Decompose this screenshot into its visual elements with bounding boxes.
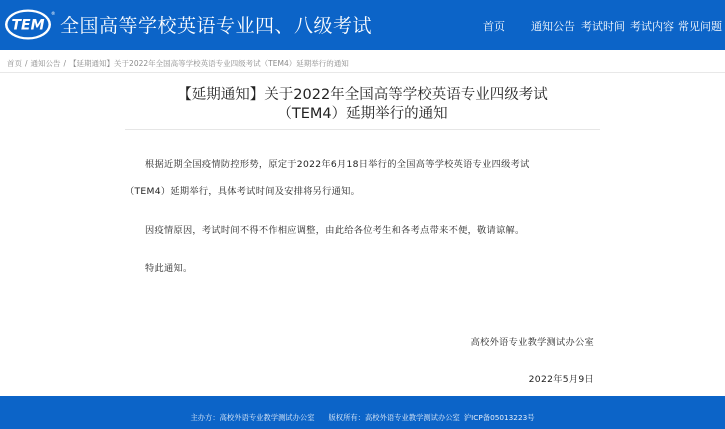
tem-logo-icon[interactable] bbox=[4, 8, 54, 41]
svg-text:TEM: TEM bbox=[11, 17, 45, 34]
site-title[interactable]: 全国高等学校英语专业四、八级考试 bbox=[60, 15, 373, 37]
breadcrumb-notices[interactable]: 通知公告 bbox=[30, 59, 61, 68]
paragraph-3: 特此通知。 bbox=[145, 263, 193, 274]
paragraph-1-line1: 根据近期全国疫情防控形势，原定于2022年6月18日举行的全国高等学校英语专业四级考试 bbox=[145, 159, 530, 170]
breadcrumb-separator: / bbox=[63, 59, 67, 68]
breadcrumb bbox=[7, 58, 349, 69]
publish-date: 2022年5月9日 bbox=[528, 374, 594, 385]
footer-text bbox=[0, 413, 725, 423]
paragraph-2: 因疫情原因，考试时间不得不作相应调整，由此给各位考生和各考点带来不便，敬请谅解。 bbox=[145, 225, 525, 236]
nav-faq[interactable]: 常见问题 bbox=[678, 20, 722, 33]
footer-icp-link[interactable]: 沪ICP备05013223号 bbox=[463, 413, 535, 422]
breadcrumb-separator: / bbox=[25, 59, 28, 68]
divider bbox=[125, 129, 600, 130]
footer bbox=[0, 396, 725, 429]
header-bar bbox=[0, 0, 725, 50]
nav-home[interactable]: 首页 bbox=[483, 20, 505, 33]
footer-copyright: 版权所有：高校外语专业教学测试办公室 bbox=[328, 413, 460, 422]
nav-exam-content[interactable]: 考试内容 bbox=[630, 20, 674, 33]
svg-text:®: ® bbox=[51, 12, 56, 17]
page-title-line1: 【延期通知】关于2022年全国高等学校英语专业四级考试 bbox=[177, 87, 548, 103]
divider bbox=[0, 72, 725, 73]
signature: 高校外语专业教学测试办公室 bbox=[470, 337, 594, 348]
nav-notices[interactable]: 通知公告 bbox=[531, 20, 575, 33]
paragraph-1-line2: （TEM4）延期举行，具体考试时间及安排将另行通知。 bbox=[125, 186, 361, 197]
breadcrumb-home[interactable]: 首页 bbox=[7, 59, 22, 68]
footer-organizer: 主办方：高校外语专业教学测试办公室 bbox=[190, 413, 315, 422]
page-title-line2: （TEM4）延期举行的通知 bbox=[277, 106, 448, 122]
breadcrumb-current: 【延期通知】关于2022年全国高等学校英语专业四级考试（TEM4）延期举行的通知 bbox=[69, 59, 349, 68]
nav-exam-time[interactable]: 考试时间 bbox=[581, 20, 625, 33]
